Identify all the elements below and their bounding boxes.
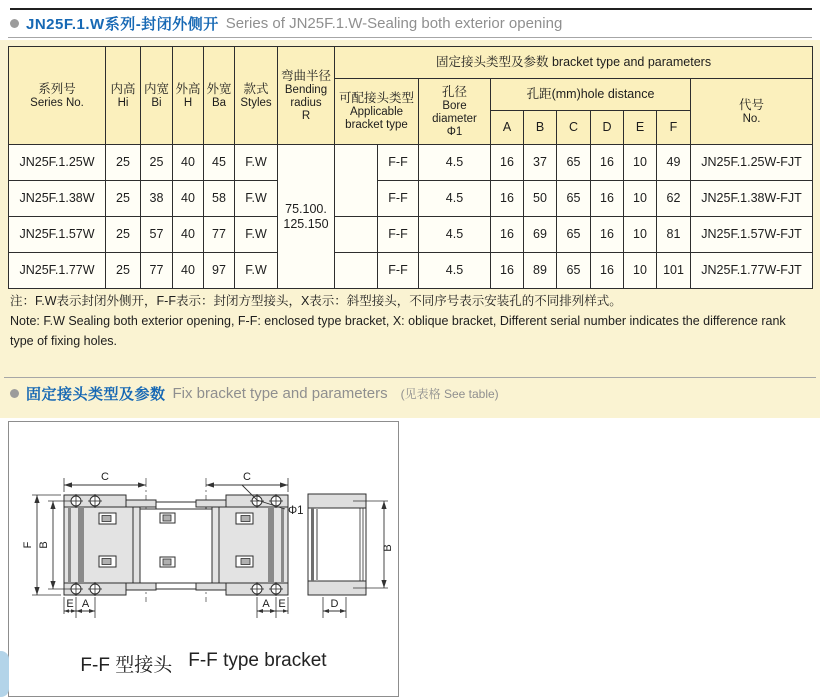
cell-a: 16 (491, 181, 524, 217)
cell-bi: 57 (141, 217, 173, 253)
col-header-series: 系列号 Series No. (9, 47, 106, 145)
cell-h: 40 (173, 217, 204, 253)
top-rule (10, 8, 812, 10)
table-row (9, 217, 813, 253)
col-header-hole-distance: 孔距(mm)hole distance (491, 79, 691, 111)
cell-c: 65 (557, 181, 591, 217)
col-header-F: F (657, 111, 691, 145)
cell-d: 16 (591, 145, 624, 181)
table-row (9, 145, 813, 181)
col-header-E: E (624, 111, 657, 145)
cell-hi: 25 (106, 145, 141, 181)
cell-series: JN25F.1.77W (9, 253, 106, 289)
cell-style: F.W (235, 181, 278, 217)
table-row (9, 253, 813, 289)
cell-ba: 77 (204, 217, 235, 253)
section2-title-zh: 固定接头类型及参数 (26, 386, 166, 403)
cell-bracket: F-F (378, 145, 419, 181)
col-header-A: A (491, 111, 524, 145)
cell-bracket: F-F (378, 217, 419, 253)
col-header-C: C (557, 111, 591, 145)
footnote-zh: 注：F.W表示封闭外侧开，F-F表示：封闭方型接头，X表示：斜型接头，不同序号表示安装孔的不同排列样式。 (10, 294, 622, 308)
cell-ba: 58 (204, 181, 235, 217)
cell-ba: 97 (204, 253, 235, 289)
diagram-caption-en: F-F type bracket (188, 650, 327, 671)
bracket-side-view (308, 494, 366, 595)
col-header-D: D (591, 111, 624, 145)
col-header-hi: 内高 Hi (106, 47, 141, 145)
diagram-caption-zh: F-F 型接头 (80, 655, 173, 676)
cell-f: 81 (657, 217, 691, 253)
cell-bracket: F-F (378, 253, 419, 289)
cell-bracket: F-F (378, 181, 419, 217)
cell-d: 16 (591, 253, 624, 289)
cell-e: 10 (624, 253, 657, 289)
section1-title-en: Series of JN25F.1.W-Sealing both exterior opening (225, 15, 563, 32)
col-header-applicable-bracket: 可配接头类型 Applicable bracket type (335, 79, 419, 145)
bracket-diagram-box (8, 421, 399, 697)
col-header-B: B (524, 111, 557, 145)
cell-code: JN25F.1.57W-FJT (691, 217, 813, 253)
col-header-styles: 款式 Styles (235, 47, 278, 145)
divider-line (8, 37, 812, 38)
cell-b: 89 (524, 253, 557, 289)
section1-title-zh: JN25F.1.W系列-封闭外侧开 (26, 16, 219, 33)
col-header-bending-radius: 弯曲半径 Bending radius R (278, 47, 335, 145)
cell-b: 37 (524, 145, 557, 181)
cell-style: F.W (235, 145, 278, 181)
cell-spacer (335, 253, 378, 289)
cell-style: F.W (235, 217, 278, 253)
cell-bore: 4.5 (419, 253, 491, 289)
dim-label-a-right: A (262, 598, 270, 610)
cell-f: 62 (657, 181, 691, 217)
cell-a: 16 (491, 217, 524, 253)
section2-title-en: Fix bracket type and parameters (172, 385, 388, 402)
cell-code: JN25F.1.25W-FJT (691, 145, 813, 181)
dim-label-e-left: E (66, 598, 74, 610)
cell-d: 16 (591, 217, 624, 253)
cell-hi: 25 (106, 181, 141, 217)
cell-bore: 4.5 (419, 181, 491, 217)
cell-bore: 4.5 (419, 145, 491, 181)
cell-code: JN25F.1.38W-FJT (691, 181, 813, 217)
cell-spacer (335, 217, 378, 253)
cell-series: JN25F.1.38W (9, 181, 106, 217)
cell-f: 49 (657, 145, 691, 181)
cell-b: 69 (524, 217, 557, 253)
cell-bi: 25 (141, 145, 173, 181)
cell-series: JN25F.1.25W (9, 145, 106, 181)
cell-bending-radius: 75.100. 125.150 (278, 145, 335, 289)
dim-label-c-right: C (243, 471, 251, 483)
cell-h: 40 (173, 253, 204, 289)
bullet-icon (10, 389, 19, 398)
dim-label-phi1: Φ1 (288, 505, 304, 517)
cell-bi: 38 (141, 181, 173, 217)
section1-header (10, 13, 562, 34)
dim-label-d: D (330, 598, 339, 610)
cell-style: F.W (235, 253, 278, 289)
col-header-ba: 外宽 Ba (204, 47, 235, 145)
cell-b: 50 (524, 181, 557, 217)
bullet-icon (10, 19, 19, 28)
dim-label-e-right: E (278, 598, 286, 610)
cell-f: 101 (657, 253, 691, 289)
section2-see-table-note: (见表格 See table) (400, 387, 499, 401)
col-header-bore-diameter: 孔径 Bore diameter Φ1 (419, 79, 491, 145)
footnote-en: Note: F.W Sealing both exterior opening, F-F: enclosed type bracket, X: oblique bracket, Different serial number indicates the difference rank type of fixing holes. (10, 314, 786, 348)
cell-code: JN25F.1.77W-FJT (691, 253, 813, 289)
cell-a: 16 (491, 145, 524, 181)
diagram-caption (9, 650, 398, 677)
cell-e: 10 (624, 145, 657, 181)
cell-c: 65 (557, 217, 591, 253)
cell-a: 16 (491, 253, 524, 289)
cell-hi: 25 (106, 217, 141, 253)
cell-e: 10 (624, 181, 657, 217)
col-header-h: 外高 H (173, 47, 204, 145)
table-row (9, 181, 813, 217)
col-header-code: 代号 No. (691, 79, 813, 145)
cell-spacer (335, 145, 378, 217)
cell-d: 16 (591, 181, 624, 217)
dim-label-f: F (22, 541, 34, 549)
footnotes (10, 291, 812, 351)
cell-c: 65 (557, 145, 591, 181)
bracket-technical-drawing (9, 422, 396, 648)
cell-c: 65 (557, 253, 591, 289)
cell-bore: 4.5 (419, 217, 491, 253)
cell-ba: 45 (204, 145, 235, 181)
cell-e: 10 (624, 217, 657, 253)
cell-h: 40 (173, 181, 204, 217)
dim-label-a-left: A (81, 598, 90, 610)
spec-table (8, 46, 813, 289)
dim-label-c-left: C (101, 471, 109, 483)
cell-series: JN25F.1.57W (9, 217, 106, 253)
cell-bi: 77 (141, 253, 173, 289)
section2-header (10, 383, 499, 404)
page-curl-artifact (0, 651, 9, 697)
cell-h: 40 (173, 145, 204, 181)
divider-line (4, 377, 816, 378)
middle-link-front-view (140, 502, 212, 589)
dim-label-b-right: B (382, 544, 394, 552)
cell-hi: 25 (106, 253, 141, 289)
bracket-params-banner: 固定接头类型及参数 bracket type and parameters (335, 47, 813, 79)
dim-label-b-left: B (38, 541, 50, 549)
col-header-bi: 内宽 Bi (141, 47, 173, 145)
